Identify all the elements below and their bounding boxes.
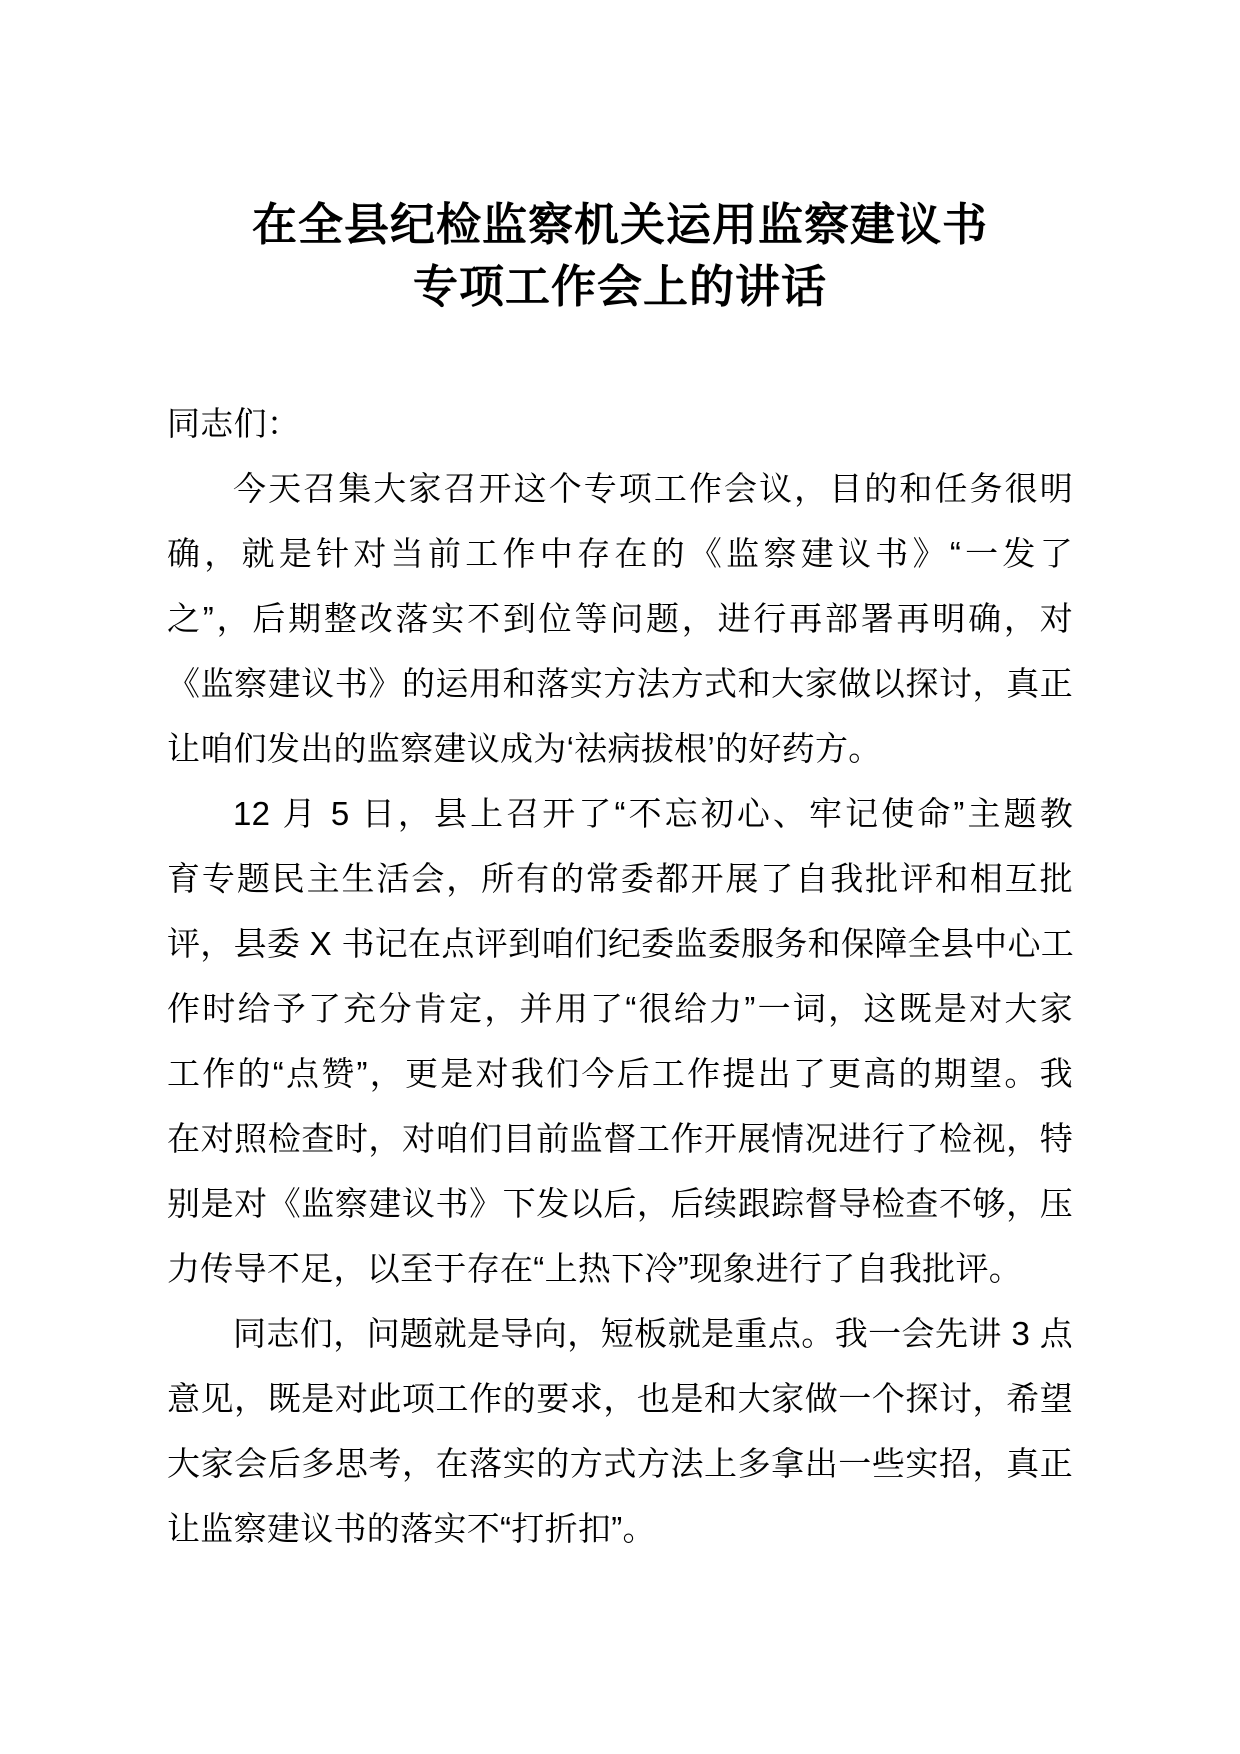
body-line: 意见，既是对此项工作的要求，也是和大家做一个探讨，希望 [167, 1380, 1073, 1417]
title-line-2: 专项工作会上的讲话 [412, 261, 827, 312]
body-line: 同志们： [167, 405, 301, 442]
body-line: 别是对《监察建议书》下发以后，后续跟踪督导检查不够，压 [167, 1185, 1073, 1222]
body-line: 让咱们发出的监察建议成为‘祛病拔根’的好药方。 [167, 730, 882, 767]
body-line: 大家会后多思考，在落实的方式方法上多拿出一些实招，真正 [167, 1445, 1073, 1482]
body-line: 工作的“点赞”，更是对我们今后工作提出了更高的期望。我 [167, 1055, 1073, 1092]
body-line: 同志们，问题就是导向，短板就是重点。我一会先讲 3 点 [233, 1315, 1073, 1352]
document-title [167, 194, 1073, 318]
body-line: 确，就是针对当前工作中存在的《监察建议书》“一发了 [167, 535, 1073, 572]
body-line: 作时给予了充分肯定，并用了“很给力”一词，这既是对大家 [167, 990, 1073, 1027]
title-line-1: 在全县纪检监察机关运用监察建议书 [251, 199, 988, 250]
body-line: 12 月 5 日，县上召开了“不忘初心、牢记使命”主题教 [233, 795, 1073, 832]
body-line: 在对照检查时，对咱们目前监督工作开展情况进行了检视，特 [167, 1120, 1073, 1157]
body-line: 让监察建议书的落实不“打折扣”。 [167, 1510, 656, 1547]
body-line: 《监察建议书》的运用和落实方法方式和大家做以探讨，真正 [167, 665, 1073, 702]
body-line: 评，县委 X 书记在点评到咱们纪委监委服务和保障全县中心工 [167, 925, 1075, 962]
document-body [167, 391, 1073, 1561]
body-line: 力传导不足，以至于存在“上热下冷”现象进行了自我批评。 [167, 1250, 1023, 1287]
body-line: 今天召集大家召开这个专项工作会议，目的和任务很明 [233, 470, 1073, 507]
body-line: 之”，后期整改落实不到位等问题，进行再部署再明确，对 [167, 600, 1073, 637]
body-line: 育专题民主生活会，所有的常委都开展了自我批评和相互批 [167, 860, 1073, 897]
